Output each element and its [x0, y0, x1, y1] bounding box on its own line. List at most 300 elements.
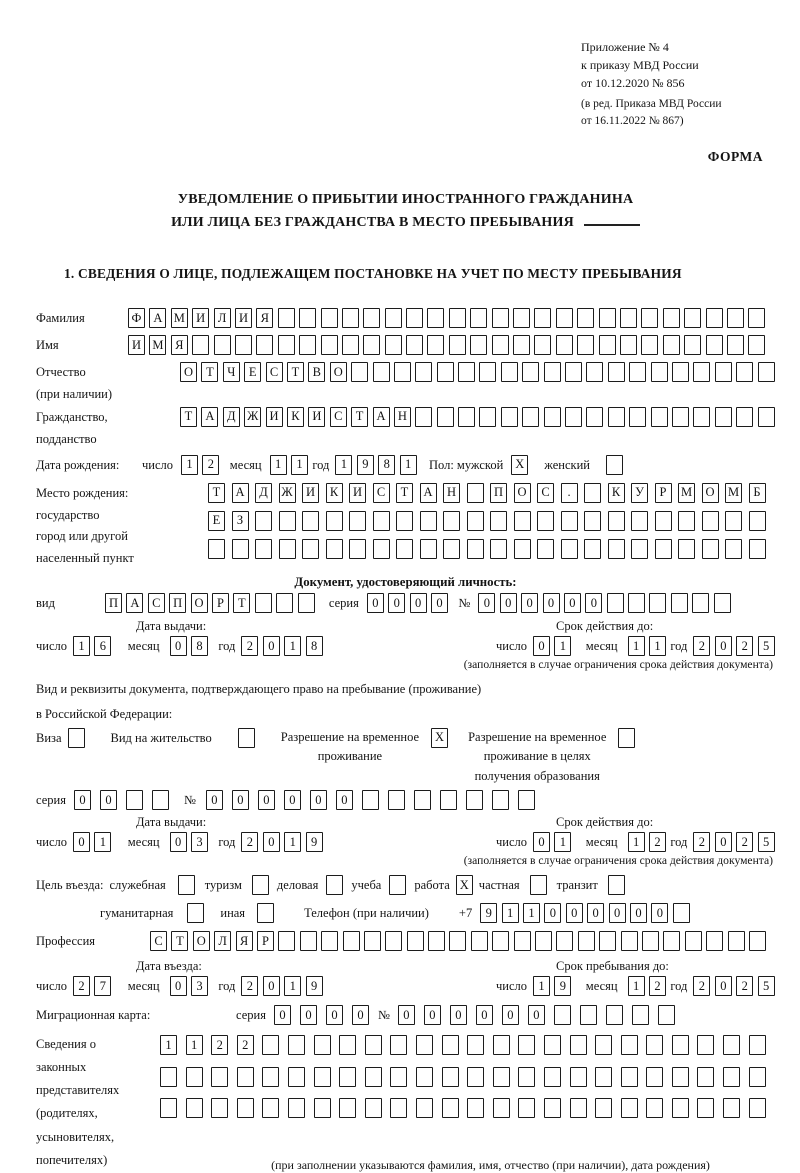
char-cell[interactable]: [314, 1035, 331, 1055]
char-cell[interactable]: 2: [693, 976, 710, 996]
char-cell[interactable]: 2: [649, 976, 666, 996]
char-cell[interactable]: [544, 1098, 561, 1118]
char-cell[interactable]: И: [128, 335, 145, 355]
char-cell[interactable]: [492, 335, 509, 355]
char-cell[interactable]: И: [308, 407, 325, 427]
char-cell[interactable]: [232, 539, 249, 559]
char-cell[interactable]: 0: [74, 790, 91, 810]
char-cell[interactable]: Л: [214, 308, 231, 328]
char-cell[interactable]: [672, 1035, 689, 1055]
char-cell[interactable]: [723, 1067, 740, 1087]
char-cell[interactable]: [608, 511, 625, 531]
char-cell[interactable]: [608, 539, 625, 559]
char-cell[interactable]: [279, 539, 296, 559]
char-cell[interactable]: [471, 931, 488, 951]
char-cell[interactable]: [655, 539, 672, 559]
char-cell[interactable]: 0: [566, 903, 583, 923]
char-cell[interactable]: [288, 1098, 305, 1118]
char-cell[interactable]: [373, 511, 390, 531]
char-cell[interactable]: 1: [554, 636, 571, 656]
char-cell[interactable]: [458, 407, 475, 427]
char-cell[interactable]: [693, 407, 710, 427]
char-cell[interactable]: [513, 308, 530, 328]
char-cell[interactable]: 9: [306, 832, 323, 852]
char-cell[interactable]: [427, 308, 444, 328]
char-cell[interactable]: [458, 362, 475, 382]
char-cell[interactable]: [629, 407, 646, 427]
char-cell[interactable]: [608, 362, 625, 382]
char-cell[interactable]: 2: [736, 832, 753, 852]
char-cell[interactable]: 2: [736, 976, 753, 996]
char-cell[interactable]: М: [171, 308, 188, 328]
char-cell[interactable]: [748, 308, 765, 328]
char-cell[interactable]: 6: [94, 636, 111, 656]
char-cell[interactable]: 0: [410, 593, 427, 613]
char-cell[interactable]: 0: [263, 976, 280, 996]
char-cell[interactable]: [697, 1098, 714, 1118]
char-cell[interactable]: Я: [171, 335, 188, 355]
char-cell[interactable]: В: [308, 362, 325, 382]
char-cell[interactable]: [255, 511, 272, 531]
char-cell[interactable]: О: [514, 483, 531, 503]
char-cell[interactable]: [599, 335, 616, 355]
char-cell[interactable]: [339, 1098, 356, 1118]
char-cell[interactable]: [628, 593, 645, 613]
char-cell[interactable]: 0: [431, 593, 448, 613]
char-cell[interactable]: [672, 407, 689, 427]
char-cell[interactable]: [349, 511, 366, 531]
char-cell[interactable]: [672, 362, 689, 382]
purpose-humanitarian-checkbox[interactable]: [187, 903, 204, 923]
rvp-checkbox[interactable]: X: [431, 728, 448, 748]
char-cell[interactable]: [595, 1067, 612, 1087]
char-cell[interactable]: С: [150, 931, 167, 951]
char-cell[interactable]: [492, 931, 509, 951]
char-cell[interactable]: 0: [263, 832, 280, 852]
char-cell[interactable]: [288, 1035, 305, 1055]
char-cell[interactable]: [608, 407, 625, 427]
char-cell[interactable]: 9: [306, 976, 323, 996]
char-cell[interactable]: [299, 308, 316, 328]
char-cell[interactable]: С: [266, 362, 283, 382]
char-cell[interactable]: [727, 308, 744, 328]
char-cell[interactable]: 0: [170, 636, 187, 656]
char-cell[interactable]: Т: [233, 593, 250, 613]
char-cell[interactable]: [584, 483, 601, 503]
char-cell[interactable]: [678, 539, 695, 559]
char-cell[interactable]: [351, 362, 368, 382]
char-cell[interactable]: 8: [191, 636, 208, 656]
char-cell[interactable]: [466, 790, 483, 810]
char-cell[interactable]: [758, 362, 775, 382]
char-cell[interactable]: 1: [533, 976, 550, 996]
char-cell[interactable]: [428, 931, 445, 951]
char-cell[interactable]: Т: [208, 483, 225, 503]
char-cell[interactable]: 1: [628, 636, 645, 656]
char-cell[interactable]: [514, 931, 531, 951]
char-cell[interactable]: [302, 539, 319, 559]
char-cell[interactable]: [385, 931, 402, 951]
char-cell[interactable]: И: [192, 308, 209, 328]
char-cell[interactable]: 9: [357, 455, 374, 475]
char-cell[interactable]: [365, 1067, 382, 1087]
char-cell[interactable]: [651, 407, 668, 427]
char-cell[interactable]: 0: [170, 976, 187, 996]
char-cell[interactable]: 2: [649, 832, 666, 852]
char-cell[interactable]: [584, 511, 601, 531]
char-cell[interactable]: [442, 1067, 459, 1087]
char-cell[interactable]: [443, 511, 460, 531]
char-cell[interactable]: [534, 308, 551, 328]
char-cell[interactable]: [385, 308, 402, 328]
char-cell[interactable]: [697, 1035, 714, 1055]
char-cell[interactable]: [406, 335, 423, 355]
purpose-study-checkbox[interactable]: [389, 875, 406, 895]
char-cell[interactable]: [314, 1098, 331, 1118]
char-cell[interactable]: [702, 539, 719, 559]
char-cell[interactable]: [302, 511, 319, 531]
purpose-private-checkbox[interactable]: [530, 875, 547, 895]
char-cell[interactable]: [544, 1035, 561, 1055]
char-cell[interactable]: 2: [237, 1035, 254, 1055]
char-cell[interactable]: 1: [284, 976, 301, 996]
char-cell[interactable]: Я: [256, 308, 273, 328]
char-cell[interactable]: [255, 593, 272, 613]
char-cell[interactable]: 0: [424, 1005, 441, 1025]
char-cell[interactable]: И: [235, 308, 252, 328]
char-cell[interactable]: [673, 903, 690, 923]
char-cell[interactable]: [365, 1035, 382, 1055]
char-cell[interactable]: 0: [715, 976, 732, 996]
char-cell[interactable]: [514, 539, 531, 559]
char-cell[interactable]: [672, 1067, 689, 1087]
char-cell[interactable]: [160, 1067, 177, 1087]
char-cell[interactable]: А: [201, 407, 218, 427]
char-cell[interactable]: 0: [543, 593, 560, 613]
char-cell[interactable]: М: [678, 483, 695, 503]
char-cell[interactable]: [522, 362, 539, 382]
char-cell[interactable]: 0: [502, 1005, 519, 1025]
char-cell[interactable]: [556, 308, 573, 328]
char-cell[interactable]: [256, 335, 273, 355]
char-cell[interactable]: 0: [478, 593, 495, 613]
char-cell[interactable]: С: [330, 407, 347, 427]
char-cell[interactable]: [723, 1098, 740, 1118]
char-cell[interactable]: [723, 1035, 740, 1055]
char-cell[interactable]: [442, 1035, 459, 1055]
female-checkbox[interactable]: [606, 455, 623, 475]
char-cell[interactable]: 1: [284, 636, 301, 656]
char-cell[interactable]: О: [330, 362, 347, 382]
char-cell[interactable]: [467, 1067, 484, 1087]
char-cell[interactable]: 0: [398, 1005, 415, 1025]
char-cell[interactable]: [651, 362, 668, 382]
char-cell[interactable]: [578, 931, 595, 951]
char-cell[interactable]: [278, 931, 295, 951]
char-cell[interactable]: [646, 1067, 663, 1087]
char-cell[interactable]: [715, 362, 732, 382]
char-cell[interactable]: 0: [533, 636, 550, 656]
char-cell[interactable]: [565, 362, 582, 382]
char-cell[interactable]: К: [326, 483, 343, 503]
char-cell[interactable]: [443, 539, 460, 559]
char-cell[interactable]: [749, 1098, 766, 1118]
char-cell[interactable]: 0: [450, 1005, 467, 1025]
char-cell[interactable]: [663, 335, 680, 355]
char-cell[interactable]: 1: [73, 636, 90, 656]
char-cell[interactable]: Т: [180, 407, 197, 427]
char-cell[interactable]: Д: [255, 483, 272, 503]
char-cell[interactable]: А: [149, 308, 166, 328]
char-cell[interactable]: [373, 539, 390, 559]
char-cell[interactable]: 1: [291, 455, 308, 475]
char-cell[interactable]: [714, 593, 731, 613]
char-cell[interactable]: [518, 1035, 535, 1055]
char-cell[interactable]: 1: [284, 832, 301, 852]
char-cell[interactable]: [126, 790, 143, 810]
char-cell[interactable]: [749, 539, 766, 559]
char-cell[interactable]: 5: [758, 832, 775, 852]
char-cell[interactable]: [467, 539, 484, 559]
char-cell[interactable]: Р: [212, 593, 229, 613]
char-cell[interactable]: Ж: [279, 483, 296, 503]
char-cell[interactable]: 2: [736, 636, 753, 656]
char-cell[interactable]: [262, 1067, 279, 1087]
male-checkbox[interactable]: X: [511, 455, 528, 475]
char-cell[interactable]: [420, 539, 437, 559]
char-cell[interactable]: [570, 1067, 587, 1087]
char-cell[interactable]: 5: [758, 636, 775, 656]
char-cell[interactable]: [641, 308, 658, 328]
char-cell[interactable]: [278, 308, 295, 328]
char-cell[interactable]: [518, 790, 535, 810]
char-cell[interactable]: [554, 1005, 571, 1025]
char-cell[interactable]: [749, 931, 766, 951]
char-cell[interactable]: [646, 1035, 663, 1055]
char-cell[interactable]: [513, 335, 530, 355]
char-cell[interactable]: [586, 407, 603, 427]
char-cell[interactable]: 0: [258, 790, 275, 810]
char-cell[interactable]: А: [126, 593, 143, 613]
purpose-business-checkbox[interactable]: [326, 875, 343, 895]
char-cell[interactable]: [561, 539, 578, 559]
char-cell[interactable]: [279, 511, 296, 531]
char-cell[interactable]: З: [232, 511, 249, 531]
char-cell[interactable]: С: [373, 483, 390, 503]
char-cell[interactable]: [394, 362, 411, 382]
char-cell[interactable]: 0: [73, 832, 90, 852]
char-cell[interactable]: Р: [655, 483, 672, 503]
char-cell[interactable]: [490, 539, 507, 559]
char-cell[interactable]: [437, 407, 454, 427]
char-cell[interactable]: 0: [232, 790, 249, 810]
char-cell[interactable]: [632, 1005, 649, 1025]
char-cell[interactable]: [607, 593, 624, 613]
char-cell[interactable]: Н: [394, 407, 411, 427]
char-cell[interactable]: [706, 931, 723, 951]
char-cell[interactable]: [388, 790, 405, 810]
char-cell[interactable]: [470, 308, 487, 328]
char-cell[interactable]: Ж: [244, 407, 261, 427]
char-cell[interactable]: [321, 335, 338, 355]
char-cell[interactable]: [339, 1035, 356, 1055]
char-cell[interactable]: [672, 1098, 689, 1118]
char-cell[interactable]: [396, 511, 413, 531]
char-cell[interactable]: 0: [528, 1005, 545, 1025]
char-cell[interactable]: [321, 931, 338, 951]
char-cell[interactable]: М: [725, 483, 742, 503]
char-cell[interactable]: [706, 335, 723, 355]
char-cell[interactable]: 2: [73, 976, 90, 996]
char-cell[interactable]: С: [537, 483, 554, 503]
char-cell[interactable]: А: [420, 483, 437, 503]
char-cell[interactable]: Б: [749, 483, 766, 503]
char-cell[interactable]: [385, 335, 402, 355]
char-cell[interactable]: К: [608, 483, 625, 503]
char-cell[interactable]: 0: [715, 832, 732, 852]
char-cell[interactable]: [342, 335, 359, 355]
char-cell[interactable]: [577, 308, 594, 328]
char-cell[interactable]: [192, 335, 209, 355]
char-cell[interactable]: [276, 593, 293, 613]
char-cell[interactable]: [758, 407, 775, 427]
char-cell[interactable]: [570, 1098, 587, 1118]
char-cell[interactable]: [599, 931, 616, 951]
visa-checkbox[interactable]: [68, 728, 85, 748]
char-cell[interactable]: [749, 511, 766, 531]
char-cell[interactable]: [736, 362, 753, 382]
rvp-edu-checkbox[interactable]: [618, 728, 635, 748]
char-cell[interactable]: 0: [100, 790, 117, 810]
char-cell[interactable]: [725, 539, 742, 559]
char-cell[interactable]: Л: [214, 931, 231, 951]
char-cell[interactable]: [339, 1067, 356, 1087]
char-cell[interactable]: [544, 407, 561, 427]
char-cell[interactable]: 1: [270, 455, 287, 475]
char-cell[interactable]: [606, 1005, 623, 1025]
char-cell[interactable]: [363, 335, 380, 355]
char-cell[interactable]: П: [490, 483, 507, 503]
char-cell[interactable]: У: [631, 483, 648, 503]
char-cell[interactable]: Я: [236, 931, 253, 951]
char-cell[interactable]: 1: [160, 1035, 177, 1055]
char-cell[interactable]: [621, 1035, 638, 1055]
char-cell[interactable]: Ч: [223, 362, 240, 382]
char-cell[interactable]: 0: [609, 903, 626, 923]
char-cell[interactable]: [211, 1098, 228, 1118]
char-cell[interactable]: [518, 1098, 535, 1118]
char-cell[interactable]: [390, 1035, 407, 1055]
char-cell[interactable]: [415, 407, 432, 427]
char-cell[interactable]: 2: [241, 832, 258, 852]
char-cell[interactable]: [390, 1098, 407, 1118]
char-cell[interactable]: [565, 407, 582, 427]
purpose-other-checkbox[interactable]: [257, 903, 274, 923]
char-cell[interactable]: [440, 790, 457, 810]
char-cell[interactable]: 8: [378, 455, 395, 475]
char-cell[interactable]: [214, 335, 231, 355]
char-cell[interactable]: [692, 593, 709, 613]
char-cell[interactable]: [534, 335, 551, 355]
char-cell[interactable]: [544, 1067, 561, 1087]
char-cell[interactable]: [561, 511, 578, 531]
char-cell[interactable]: Т: [351, 407, 368, 427]
char-cell[interactable]: [326, 511, 343, 531]
char-cell[interactable]: К: [287, 407, 304, 427]
char-cell[interactable]: О: [193, 931, 210, 951]
char-cell[interactable]: .: [561, 483, 578, 503]
char-cell[interactable]: Р: [257, 931, 274, 951]
char-cell[interactable]: [342, 308, 359, 328]
char-cell[interactable]: [570, 1035, 587, 1055]
char-cell[interactable]: [186, 1098, 203, 1118]
char-cell[interactable]: [262, 1098, 279, 1118]
char-cell[interactable]: Е: [208, 511, 225, 531]
char-cell[interactable]: Е: [244, 362, 261, 382]
char-cell[interactable]: 1: [181, 455, 198, 475]
char-cell[interactable]: 0: [533, 832, 550, 852]
char-cell[interactable]: [501, 362, 518, 382]
char-cell[interactable]: И: [266, 407, 283, 427]
char-cell[interactable]: [208, 539, 225, 559]
char-cell[interactable]: [362, 790, 379, 810]
char-cell[interactable]: [298, 593, 315, 613]
char-cell[interactable]: 1: [628, 832, 645, 852]
char-cell[interactable]: [584, 539, 601, 559]
char-cell[interactable]: [728, 931, 745, 951]
char-cell[interactable]: [702, 511, 719, 531]
char-cell[interactable]: [437, 362, 454, 382]
char-cell[interactable]: [237, 1067, 254, 1087]
char-cell[interactable]: [278, 335, 295, 355]
char-cell[interactable]: [522, 407, 539, 427]
char-cell[interactable]: [577, 335, 594, 355]
char-cell[interactable]: [537, 539, 554, 559]
char-cell[interactable]: [467, 511, 484, 531]
purpose-work-checkbox[interactable]: X: [456, 875, 473, 895]
char-cell[interactable]: [685, 931, 702, 951]
char-cell[interactable]: [586, 362, 603, 382]
char-cell[interactable]: [406, 308, 423, 328]
char-cell[interactable]: [442, 1098, 459, 1118]
char-cell[interactable]: 7: [94, 976, 111, 996]
char-cell[interactable]: 0: [300, 1005, 317, 1025]
char-cell[interactable]: 8: [306, 636, 323, 656]
char-cell[interactable]: [501, 407, 518, 427]
char-cell[interactable]: [479, 362, 496, 382]
char-cell[interactable]: [621, 1098, 638, 1118]
char-cell[interactable]: [655, 511, 672, 531]
char-cell[interactable]: [211, 1067, 228, 1087]
char-cell[interactable]: О: [702, 483, 719, 503]
char-cell[interactable]: 0: [544, 903, 561, 923]
char-cell[interactable]: 0: [274, 1005, 291, 1025]
char-cell[interactable]: [518, 1067, 535, 1087]
char-cell[interactable]: [365, 1098, 382, 1118]
char-cell[interactable]: [237, 1098, 254, 1118]
char-cell[interactable]: О: [180, 362, 197, 382]
char-cell[interactable]: А: [373, 407, 390, 427]
char-cell[interactable]: 0: [388, 593, 405, 613]
char-cell[interactable]: 0: [310, 790, 327, 810]
char-cell[interactable]: [642, 931, 659, 951]
purpose-tourism-checkbox[interactable]: [252, 875, 269, 895]
char-cell[interactable]: [658, 1005, 675, 1025]
char-cell[interactable]: П: [169, 593, 186, 613]
char-cell[interactable]: [470, 335, 487, 355]
char-cell[interactable]: 2: [693, 832, 710, 852]
char-cell[interactable]: [620, 335, 637, 355]
